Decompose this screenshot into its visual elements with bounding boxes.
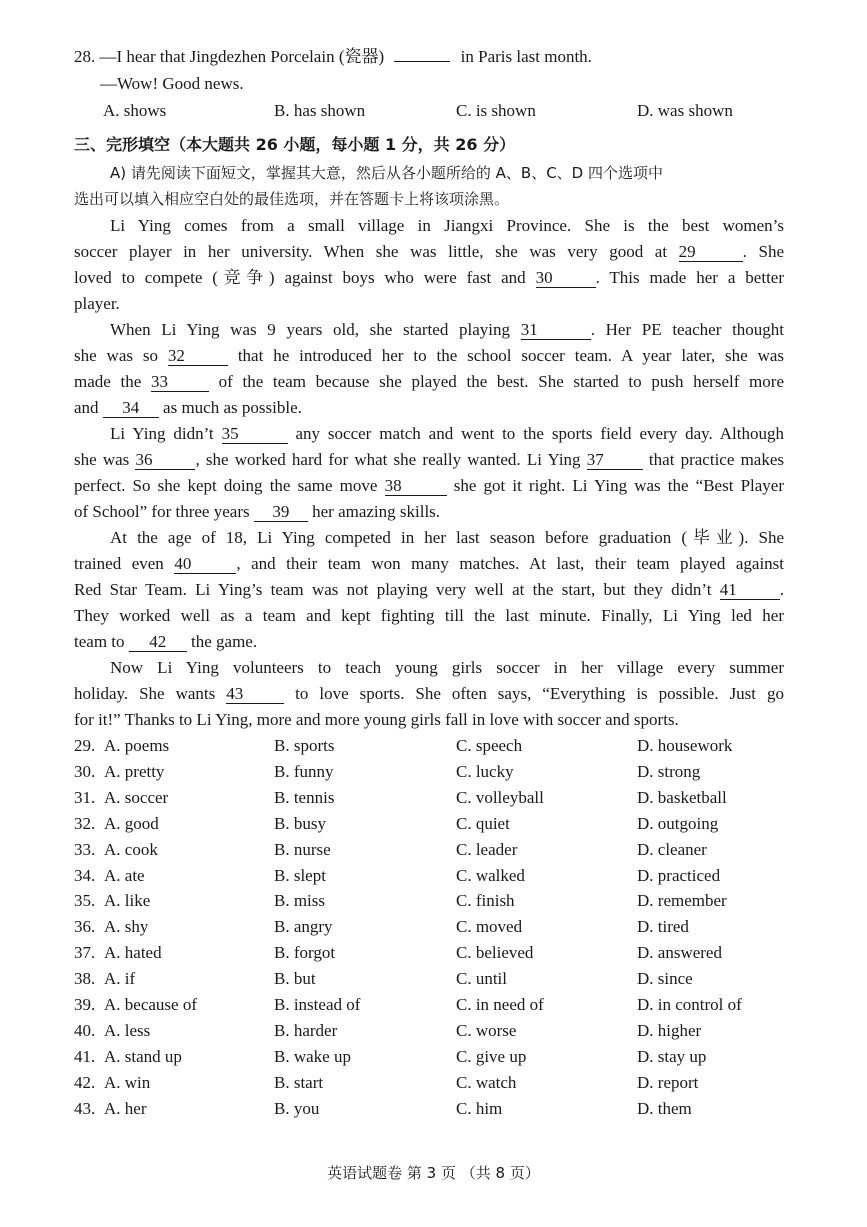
option-a: A. less [104,1020,151,1040]
blank-40: 40 [174,555,236,574]
option-b: B. busy [274,813,326,833]
section-instructions-line1: A) 请先阅读下面短文，掌握其大意，然后从各小题所给的 A、B、C、D 四个选项中 [110,164,663,182]
passage-line [110,319,784,341]
question-number: 35. [74,891,96,911]
passage-text: she was so [74,346,159,365]
option-c: C. finish [456,891,515,911]
option-b: B. sports [274,736,335,755]
question-number: 38. [74,969,96,989]
option-d: D. since [637,969,693,989]
passage-line [74,449,784,471]
passage-text: team to [74,632,125,651]
blank-29: 29 [679,243,743,262]
option-a: A. win [104,1072,151,1092]
option-b: B. slept [274,865,326,885]
question-number: 29. [74,736,96,755]
passage-line: player. [74,294,120,313]
option-c: C. worse [456,1020,517,1040]
option-d: D. stay up [637,1046,707,1066]
option-a: A. her [104,1098,147,1118]
passage-line: At the age of 18, Li Ying competed in her last season before graduation (毕业). She [110,528,784,547]
option-d: D. practiced [637,865,721,885]
option-b: B. miss [274,891,326,911]
option-d: D. them [637,1098,692,1118]
question-number: 30. [74,761,96,781]
passage-text: of the team because she played the best. She started to push herself more [218,372,784,391]
option-c: C. walked [456,865,525,885]
passage-line [74,475,784,497]
option-b: B. nurse [274,839,331,859]
question-number: 32. [74,813,96,833]
option-a: A. soccer [104,787,169,807]
question-number: 34. [74,865,96,885]
option-c: C. give up [456,1046,527,1066]
option-b: B. you [274,1098,320,1118]
blank-31: 31 [521,321,591,340]
passage-text: and [74,398,99,417]
option-b: B. wake up [274,1046,351,1066]
option-b: B. start [274,1072,324,1092]
option-a: A. pretty [104,761,165,781]
question-28-reply: —Wow! Good news. [100,74,244,93]
option-c: C. leader [456,839,518,859]
option-c: C. in need of [456,995,544,1014]
passage-line: Li Ying comes from a small village in Jiangxi Province. She is the best women’s [110,216,784,235]
option-b: B. angry [274,917,333,937]
option-c: C. volleyball [456,787,544,807]
passage-line [74,241,784,263]
passage-line [74,501,440,523]
passage-line [74,397,302,419]
question-number: 39. [74,995,96,1014]
page-footer: 英语试题卷 第 3 页 （共 8 页） [327,1164,540,1182]
passage-line [74,631,257,653]
blank-37: 37 [587,451,643,470]
option-d: D. in control of [637,995,742,1014]
blank-33: 33 [151,373,209,392]
option-a: A. like [104,891,151,911]
blank-41: 41 [720,581,780,600]
passage-line [74,553,784,575]
option-d: D. report [637,1072,699,1092]
passage-text: loved to compete (竞争) against boys who were fast and [74,268,526,287]
option-d: D. cleaner [637,839,707,859]
option-b: B. forgot [274,943,336,963]
blank-35: 35 [222,425,288,444]
option-c: C. believed [456,943,534,963]
option-c: C. quiet [456,813,510,833]
question-28-option-a: A. shows [103,101,167,120]
blank-39: 39 [254,503,308,522]
option-a: A. cook [104,839,158,859]
passage-text: holiday. She wants [74,684,216,703]
question-28-text-after: in Paris last month. [460,47,592,66]
passage-line [110,423,784,445]
option-a: A. if [104,969,136,989]
passage-text: . [779,580,784,599]
passage-text: , she worked hard for what she really wanted. Li Ying [195,450,581,469]
blank-32: 32 [168,347,228,366]
option-c: C. speech [456,736,523,755]
passage-text: the game. [191,632,258,651]
question-28-blank [394,61,450,62]
blank-30: 30 [536,269,596,288]
option-c: C. watch [456,1072,517,1092]
option-d: D. outgoing [637,813,719,833]
option-a: A. good [104,813,159,833]
question-number: 36. [74,917,96,937]
passage-line [74,579,784,601]
option-a: A. shy [104,917,149,937]
option-c: C. him [456,1098,503,1118]
passage-line [74,683,784,705]
section-heading: 三、完形填空（本大题共 26 小题，每小题 1 分，共 26 分） [74,135,516,154]
option-d: D. basketball [637,787,727,807]
option-a: A. ate [104,865,145,885]
question-28-stem [74,46,592,68]
passage-text: she was [74,450,130,469]
blank-42: 42 [129,633,187,652]
passage-text: of School” for three years [74,502,250,521]
passage-line: Now Li Ying volunteers to teach young girls soccer in her village every summer [110,658,784,677]
option-c: C. moved [456,917,523,937]
option-d: D. higher [637,1020,702,1040]
passage-text: her amazing skills. [312,502,441,521]
passage-line: They worked well as a team and kept fighting till the last minute. Finally, Li Ying led her [74,606,784,625]
option-a: A. because of [104,995,197,1014]
section-instructions-line2: 选出可以填入相应空白处的最佳选项，并在答题卡上将该项涂黑。 [74,190,510,208]
option-c: C. until [456,969,508,989]
question-number: 33. [74,839,96,859]
option-c: C. lucky [456,761,514,781]
option-d: D. remember [637,891,727,911]
option-d: D. tired [637,917,689,937]
option-b: B. tennis [274,787,335,807]
passage-text: Red Star Team. Li Ying’s team was not playing very well at the start, but they didn’t [74,580,712,599]
question-number: 37. [74,943,96,963]
passage-text: that practice makes [648,450,784,469]
passage-text: perfect. So she kept doing the same move [74,476,378,495]
question-number: 31. [74,787,96,807]
passage-text: soccer player in her university. When she was little, she was very good at [74,242,668,261]
passage-text: , and their team won many matches. At last, their team played against [236,554,784,573]
question-number: 42. [74,1072,96,1092]
passage-text: as much as possible. [163,398,302,417]
passage-text: that he introduced her to the school soccer team. A year later, she was [237,346,784,365]
question-number: 41. [74,1046,96,1066]
passage-text: any soccer match and went to the sports field every day. Although [295,424,784,443]
question-number: 43. [74,1098,96,1118]
blank-36: 36 [135,451,195,470]
question-28-option-b: B. has shown [274,101,366,120]
passage-text: When Li Ying was 9 years old, she started playing [110,320,511,339]
option-d: D. housework [637,736,733,755]
passage-text: trained even [74,554,164,573]
option-b: B. instead of [274,995,361,1014]
passage-line [74,267,784,289]
blank-43: 43 [226,685,284,704]
option-b: B. but [274,969,316,989]
passage-text: to love sports. She often says, “Everything is possible. Just go [295,684,784,703]
passage-text: . She [742,242,784,261]
blank-38: 38 [385,477,447,496]
passage-text: . Her PE teacher thought [590,320,784,339]
option-b: B. harder [274,1020,338,1040]
option-d: D. strong [637,761,701,781]
passage-line [74,371,784,393]
passage-text: made the [74,372,142,391]
passage-line [74,345,784,367]
option-d: D. answered [637,943,722,963]
question-number: 40. [74,1020,96,1040]
option-a: A. stand up [104,1046,182,1066]
passage-text: she got it right. Li Ying was the “Best Player [453,476,784,495]
passage-text: Li Ying didn’t [110,424,214,443]
question-28-option-d: D. was shown [637,101,733,120]
option-b: B. funny [274,761,334,781]
option-a: A. poems [104,736,170,755]
passage-text: . This made her a better [595,268,784,287]
question-28-text: 28. —I hear that Jingdezhen Porcelain (瓷器) [74,47,385,66]
passage-line: for it!” Thanks to Li Ying, more and more young girls fall in love with soccer and sports. [74,710,679,729]
blank-34: 34 [103,399,159,418]
question-28-option-c: C. is shown [456,101,536,120]
option-a: A. hated [104,943,162,963]
